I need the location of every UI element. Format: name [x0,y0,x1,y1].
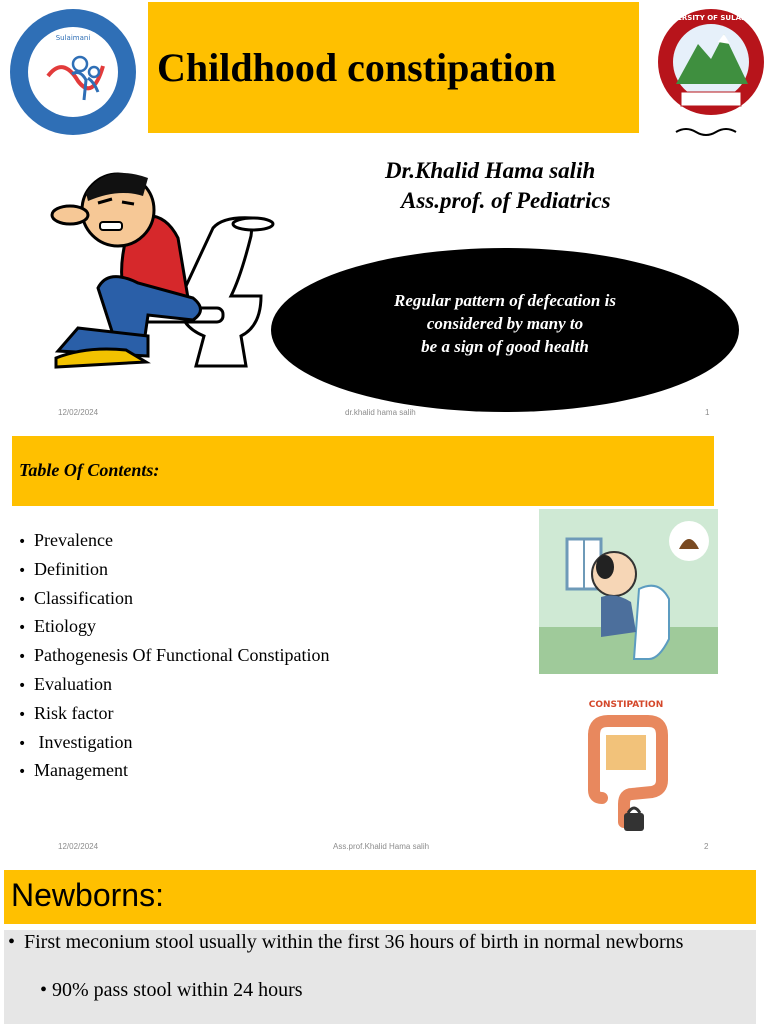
footer-page: 2 [704,842,709,851]
bullet-icon: • [18,562,27,579]
newborns-bullet-text: First meconium stool usually within the first 36 hours of birth in normal newborns [24,931,684,953]
author-block [385,156,655,216]
author-position: Ass.prof. of Pediatrics [401,188,611,213]
list-item [18,670,329,699]
footer-name: dr.khalid hama salih [345,408,416,417]
key-message-text [394,289,616,358]
list-item-label: Management [34,760,128,781]
baby-potty-illustration [539,509,718,674]
colon-illustration [576,695,672,841]
list-item-label: Investigation [34,731,133,752]
bullet-icon: • [18,706,27,723]
toc-heading: Table Of Contents: [19,460,160,480]
hospital-logo [8,6,138,138]
list-item [18,612,329,641]
constipation-cartoon [38,158,288,386]
university-logo [656,4,766,142]
list-item-label: Classification [34,587,133,608]
list-item-label: Risk factor [34,702,114,723]
list-item-label: Evaluation [34,673,112,694]
newborns-sub-bullet-text: 90% pass stool within 24 hours [52,979,303,1001]
toc-list [18,526,329,785]
list-item-label: Pathogenesis Of Functional Constipation [34,645,330,666]
bullet-icon: • [8,931,16,953]
svg-text:CONSTIPATION: CONSTIPATION [588,700,664,710]
list-item-label: Prevalence [34,530,113,550]
list-item [18,641,329,670]
author-name: Dr.Khalid Hama salih [385,158,596,183]
list-item-label: Etiology [34,616,96,637]
bullet-icon: • [18,534,27,550]
slide-title: Childhood constipation [157,45,557,90]
key-message-line: be a sign of good health [421,336,589,356]
bullet-icon: • [18,591,27,608]
list-item-label: Definition [34,558,108,579]
footer-page: 1 [705,408,710,417]
key-message-line: Regular pattern of defecation is [394,290,616,310]
key-message-line: considered by many to [426,313,584,333]
bullet-icon: • [18,649,27,666]
bullet-icon: • [18,677,27,694]
bullet-icon: • [40,979,48,1001]
list-item [18,584,329,613]
newborns-sub-bullet [40,979,303,1002]
svg-text:UNIVERSITY OF SULAIMANI: UNIVERSITY OF SULAIMANI [657,14,765,22]
footer-date: 12/02/2024 [58,408,99,417]
list-item [18,699,329,728]
newborns-bullet [8,931,698,953]
list-item [18,526,329,555]
bullet-icon: • [18,764,27,781]
list-item [18,555,329,584]
footer-date: 12/02/2024 [58,842,99,851]
footer-name: Ass.prof.Khalid Hama salih [333,842,430,851]
svg-text:Sulaimani: Sulaimani [55,34,91,42]
bullet-icon: • [18,620,27,637]
key-message-ellipse [271,248,739,412]
list-item [18,756,329,785]
newborns-heading: Newborns: [11,877,164,913]
bullet-icon: • [18,735,27,752]
list-item [18,728,329,757]
